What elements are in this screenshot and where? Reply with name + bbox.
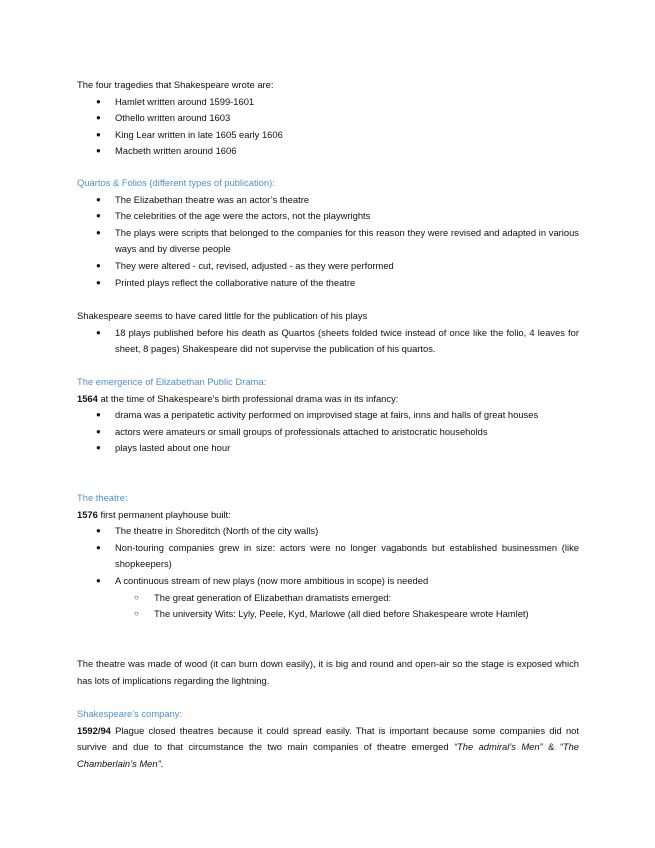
bullet-icon: ●	[96, 146, 101, 156]
tragedies-intro: The four tragedies that Shakespeare wrote are:	[77, 79, 274, 90]
bullet-icon: ●	[96, 96, 101, 106]
company-paragraph: 1592/94 Plague closed theatres because it could spread easily. That is important because some companies did not survive and due to that circumstance the two main companies of theatre emerged “The admiral’s Men” & “The Chamberlain’s Men”.	[77, 724, 579, 769]
list-item: ● They were altered - cut, revised, adjusted - as they were performed	[77, 258, 579, 275]
list-item: ○ The university Wits: Lyly, Peele, Kyd, Marlowe (all died before Shakespeare wrote Hamlet)	[77, 606, 579, 623]
section-heading: Shakespeare’s company:	[77, 708, 183, 719]
bullet-icon: ●	[96, 129, 101, 139]
publication-intro: Shakespeare seems to have cared little for the publication of his plays	[77, 310, 368, 321]
theatre-paragraph: The theatre was made of wood (it can burn down easily), it is big and round and open-air so the stage is exposed which has lots of implications regarding the lightning.	[77, 658, 579, 686]
list-item: ● drama was a peripatetic activity performed on improvised stage at fairs, inns and halls of great houses	[77, 407, 579, 424]
bullet-icon: ●	[96, 113, 101, 123]
list-item: ● Non-touring companies grew in size: actors were no longer vagabonds but established businessmen (like shopkeepers)	[96, 541, 579, 570]
bullet-icon: ●	[96, 260, 101, 270]
quartos-list	[77, 192, 579, 292]
bullet-icon: ●	[96, 426, 101, 436]
bullet-icon: ●	[96, 227, 101, 237]
list-item: ● Printed plays reflect the collaborative nature of the theatre	[77, 275, 579, 292]
list-item: ● The theatre in Shoreditch (North of the city walls)	[77, 523, 579, 540]
list-item: ● King Lear written in late 1605 early 1606	[77, 127, 579, 144]
bullet-icon: ●	[96, 194, 101, 204]
list-item: ● actors were amateurs or small groups of professionals attached to aristocratic households	[77, 424, 579, 441]
company-section	[77, 706, 579, 772]
bullet-icon: ●	[96, 277, 101, 287]
tragedies-section	[77, 77, 579, 160]
list-item: ○ The great generation of Elizabethan dramatists emerged:	[77, 590, 579, 607]
list-item: ● A continuous stream of new plays (now more ambitious in scope) is needed	[77, 573, 579, 590]
circle-bullet-icon: ○	[134, 592, 139, 602]
section-heading: The emergence of Elizabethan Public Drama:	[77, 376, 267, 387]
theatre-sublist	[77, 590, 579, 623]
quartos-section	[77, 175, 579, 291]
circle-bullet-icon: ○	[134, 609, 139, 619]
section-heading: The theatre:	[77, 492, 128, 503]
list-item: ● The Elizabethan theatre was an actor’s theatre	[77, 192, 579, 209]
list-item: ● Macbeth written around 1606	[77, 143, 579, 160]
bullet-icon: ●	[96, 443, 101, 453]
list-item: ● The plays were scripts that belonged to the companies for this reason they were revised and adapted in various ways and by diverse people	[96, 226, 579, 255]
emergence-section	[77, 374, 579, 457]
list-item: ● Othello written around 1603	[77, 110, 579, 127]
bullet-icon: ●	[96, 526, 101, 536]
list-item: ● Hamlet written around 1599-1601	[77, 94, 579, 111]
list-item: ● 18 plays published before his death as Quartos (sheets folded twice instead of once like the folio, 4 leaves for sheet, 8 pages) Shakespeare did not supervise the publication of his quartos.	[96, 326, 579, 355]
year-label: 1576	[77, 508, 98, 520]
tragedies-list	[77, 94, 579, 160]
year-label: 1564	[77, 392, 98, 404]
bullet-icon: ●	[96, 410, 101, 420]
emergence-intro: 1564 at the time of Shakespeare’s birth professional drama was in its infancy:	[77, 392, 399, 404]
bullet-icon: ●	[96, 327, 101, 337]
theatre-section	[77, 490, 579, 623]
section-heading: Quartos & Folios (different types of publication):	[77, 177, 275, 188]
publication-list	[77, 325, 579, 358]
year-label: 1592/94	[77, 724, 111, 736]
list-item: ● plays lasted about one hour	[77, 440, 579, 457]
theatre-intro: 1576 first permanent playhouse built:	[77, 508, 231, 520]
emergence-list	[77, 407, 579, 457]
bullet-icon: ●	[96, 211, 101, 221]
company-name: “The admiral’s Men”	[453, 741, 543, 753]
bullet-icon: ●	[96, 575, 101, 585]
publication-section	[77, 308, 579, 358]
company-name: “The Chamberlain’s Men”	[77, 741, 579, 769]
bullet-icon: ●	[96, 542, 101, 552]
list-item: ● The celebrities of the age were the actors, not the playwrights	[77, 208, 579, 225]
theatre-list	[77, 523, 579, 589]
